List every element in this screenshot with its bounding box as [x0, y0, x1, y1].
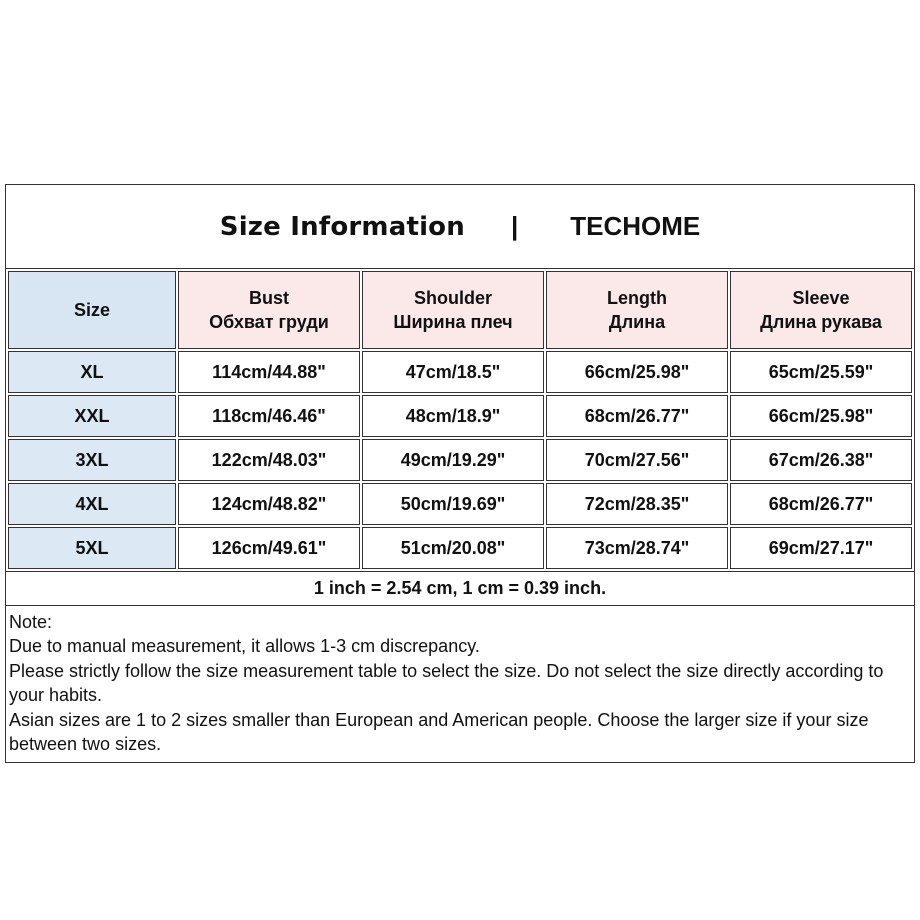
title-separator: | — [510, 211, 519, 241]
size-cell: XL — [8, 351, 176, 393]
length-cell: 70cm/27.56" — [546, 439, 728, 481]
header-bust: Bust Обхват груди — [178, 271, 360, 349]
size-chart — [5, 184, 915, 763]
title-bar — [6, 185, 914, 269]
chart-title: Size Information — [219, 211, 465, 242]
sleeve-cell: 66cm/25.98" — [730, 395, 912, 437]
shoulder-cell: 47cm/18.5" — [362, 351, 544, 393]
bust-cell: 126cm/49.61" — [178, 527, 360, 569]
size-table — [6, 269, 914, 571]
header-sleeve: Sleeve Длина рукава — [730, 271, 912, 349]
brand-name: TECHOME — [570, 211, 701, 241]
table-row — [8, 439, 912, 481]
table-row — [8, 527, 912, 569]
notes-heading: Note: — [9, 612, 53, 632]
notes-section — [6, 606, 914, 762]
shoulder-cell: 51cm/20.08" — [362, 527, 544, 569]
sleeve-cell: 69cm/27.17" — [730, 527, 912, 569]
size-cell: 5XL — [8, 527, 176, 569]
sleeve-cell: 68cm/26.77" — [730, 483, 912, 525]
header-size: Size — [8, 271, 176, 349]
table-row — [8, 483, 912, 525]
shoulder-cell: 48cm/18.9" — [362, 395, 544, 437]
length-cell: 72cm/28.35" — [546, 483, 728, 525]
length-cell: 68cm/26.77" — [546, 395, 728, 437]
bust-cell: 124cm/48.82" — [178, 483, 360, 525]
note-line: Due to manual measurement, it allows 1-3 cm discrepancy. — [9, 636, 480, 657]
size-cell: XXL — [8, 395, 176, 437]
shoulder-cell: 50cm/19.69" — [362, 483, 544, 525]
table-row — [8, 351, 912, 393]
shoulder-cell: 49cm/19.29" — [362, 439, 544, 481]
size-cell: 4XL — [8, 483, 176, 525]
bust-cell: 118cm/46.46" — [178, 395, 360, 437]
header-shoulder: Shoulder Ширина плеч — [362, 271, 544, 349]
sleeve-cell: 67cm/26.38" — [730, 439, 912, 481]
table-header-row — [8, 271, 912, 349]
size-cell: 3XL — [8, 439, 176, 481]
note-line: Please strictly follow the size measurement table to select the size. Do not select the size directly according to your habits. — [9, 660, 884, 706]
bust-cell: 114cm/44.88" — [178, 351, 360, 393]
table-row — [8, 395, 912, 437]
header-length: Length Длина — [546, 271, 728, 349]
note-line: Asian sizes are 1 to 2 sizes smaller than European and American people. Choose the larger size if your size between two sizes. — [9, 709, 869, 755]
unit-conversion: 1 inch = 2.54 cm, 1 cm = 0.39 inch. — [6, 571, 914, 606]
bust-cell: 122cm/48.03" — [178, 439, 360, 481]
length-cell: 73cm/28.74" — [546, 527, 728, 569]
sleeve-cell: 65cm/25.59" — [730, 351, 912, 393]
length-cell: 66cm/25.98" — [546, 351, 728, 393]
